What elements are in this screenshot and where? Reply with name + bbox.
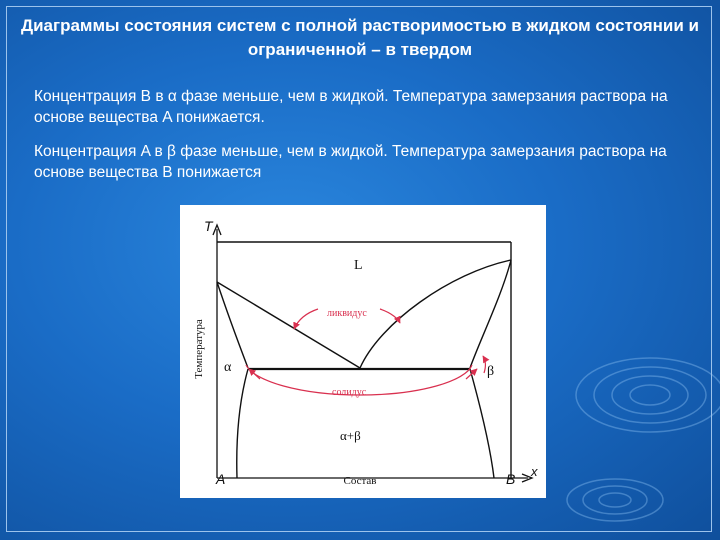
beta-region-label: β — [487, 364, 495, 379]
liquidus-arrow-left — [294, 309, 318, 329]
liquidus-label: ликвидус — [327, 308, 367, 319]
solvus-line-right — [470, 369, 494, 478]
solidus-label: солидус — [332, 387, 367, 398]
paragraph-alpha: Концентрация B в α фазе меньше, чем в жидкой. Температура замерзания раствора на основе вещества A понижается. — [34, 88, 668, 126]
t-axis-label: T — [204, 218, 213, 234]
phase-diagram — [180, 205, 546, 498]
liquidus-line-right — [360, 260, 511, 368]
liquidus-line-left — [217, 282, 360, 368]
x-axis-label: x — [531, 464, 538, 479]
solidus-arc-arrow-left — [249, 369, 260, 379]
slide-title: Диаграммы состояния систем с полной растворимостью в жидком состоянии и ограниченной – в твердом — [20, 16, 700, 59]
x-axis-title: Состав — [343, 475, 377, 487]
two-phase-region-label: α+β — [340, 428, 361, 443]
solidus-line-right — [470, 260, 511, 368]
alpha-region-label: α — [224, 360, 232, 375]
paragraph-beta: Концентрация A в β фазе меньше, чем в жидкой. Температура замерзания раствора на основе вещества B понижается — [34, 143, 667, 181]
component-a-label: A — [216, 471, 226, 487]
t-axis — [213, 225, 221, 478]
solidus-line-left — [217, 282, 248, 368]
liquid-region-label: L — [354, 258, 363, 273]
beta-arrow — [483, 356, 485, 373]
component-b-label: B — [506, 471, 516, 487]
solvus-line-left — [237, 369, 248, 478]
y-axis-title: Температура — [193, 319, 205, 379]
